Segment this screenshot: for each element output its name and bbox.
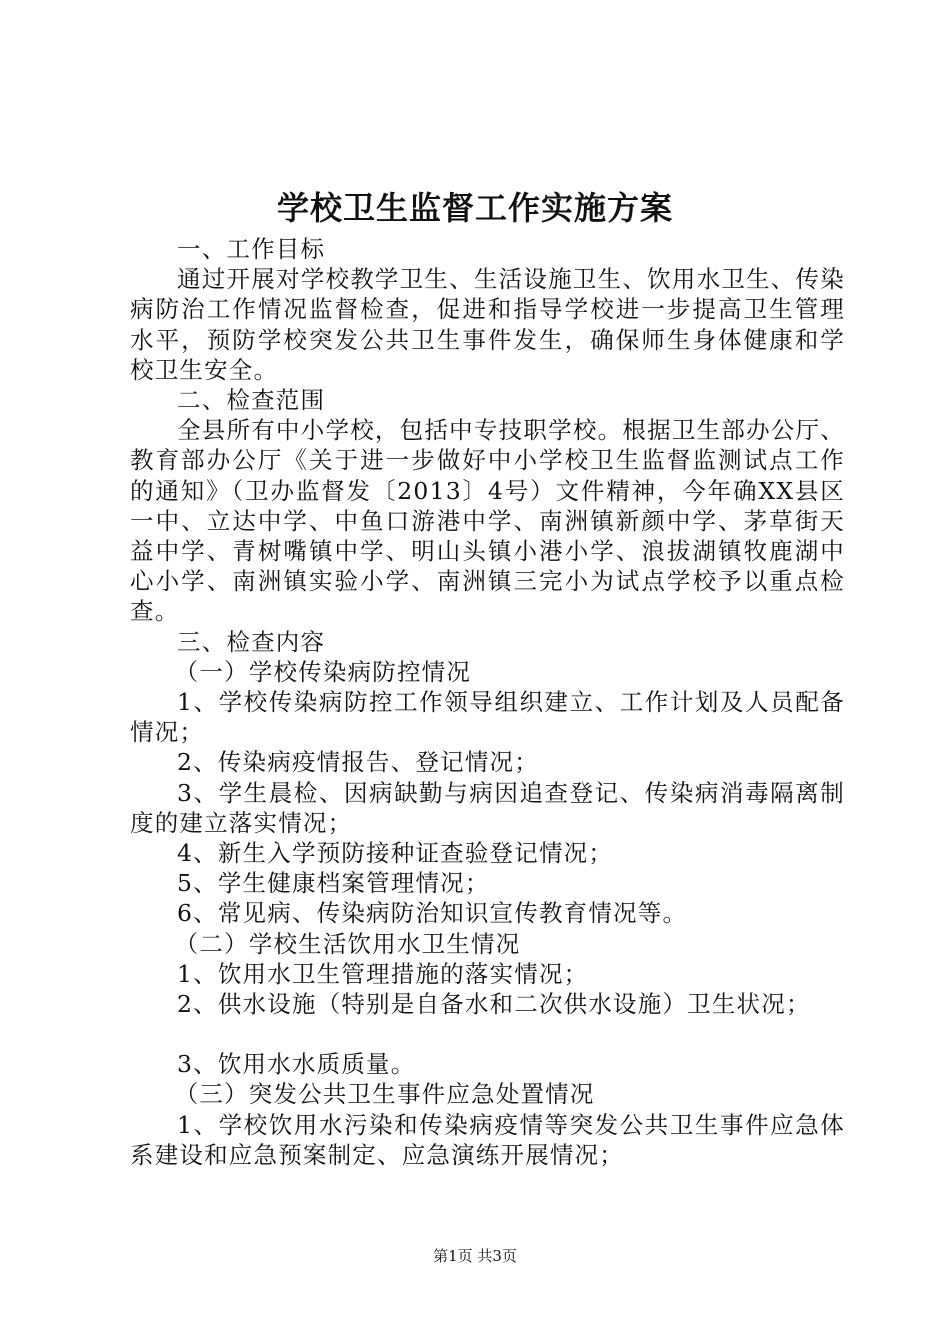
spacer [130,1019,845,1049]
list-item: 1、学校饮用水污染和传染病疫情等突发公共卫生事件应急体系建设和应急预案制定、应急演练开展情况； [130,1110,845,1169]
list-item: 1、饮用水卫生管理措施的落实情况； [177,959,589,988]
page-footer: 第1页 共3页 [433,1247,517,1265]
section-heading-scope: 二、检查范围 [177,386,326,415]
subsection-heading-water: （二）学校生活饮用水卫生情况 [174,929,521,958]
list-item: 2、传染病疫情报告、登记情况； [177,748,539,777]
document-body [130,234,845,1170]
subsection-heading-emergency: （三）突发公共卫生事件应急处置情况 [174,1080,595,1109]
subsection-heading-disease: （一）学校传染病防控情况 [174,657,472,686]
paragraph-scope: 全县所有中小学校，包括中专技职学校。根据卫生部办公厅、教育部办公厅《关于进一步做好中小学校卫生监督监测试点工作的通知》（卫办监督发〔2013〕4号）文件精神，今年确XX县区一中、立达中学、中鱼口游港中学、南洲镇新颜中学、茅草街天益中学、青树嘴镇中学、明山头镇小港小学、浪拔湖镇牧鹿湖中心小学、南洲镇实验小学、南洲镇三完小为试点学校予以重点检查。 [130,416,845,626]
list-item: 1、学校传染病防控工作领导组织建立、工作计划及人员配备情况； [130,688,845,747]
list-item: 6、常见病、传染病防治知识宣传教育情况等。 [177,899,688,928]
list-item: 4、新生入学预防接种证查验登记情况； [177,839,614,868]
section-heading-content: 三、检查内容 [177,627,326,656]
list-item: 3、饮用水水质质量。 [177,1050,416,1079]
paragraph-goal: 通过开展对学校教学卫生、生活设施卫生、饮用水卫生、传染病防治工作情况监督检查，促进和指导学校进一步提高卫生管理水平，预防学校突发公共卫生事件发生，确保师生身体健康和学校卫生安全。 [130,265,845,384]
section-heading-goal: 一、工作目标 [177,235,326,263]
list-item: 2、供水设施（特别是自备水和二次供水设施）卫生状况； [177,990,811,1019]
list-item: 5、学生健康档案管理情况； [177,869,490,898]
list-item: 3、学生晨检、因病缺勤与病因追查登记、传染病消毒隔离制度的建立落实情况； [130,778,845,837]
document-title: 学校卫生监督工作实施方案 [276,189,673,227]
